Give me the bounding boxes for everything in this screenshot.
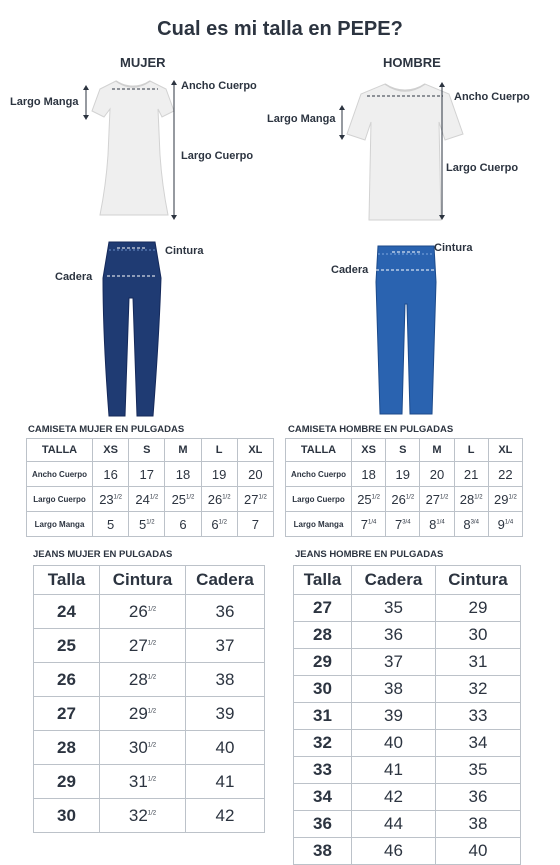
row-label: Largo Cuerpo (286, 487, 352, 512)
cell-value: 7 (251, 516, 259, 532)
camiseta-hombre-title: CAMISETA HOMBRE EN PULGADAS (288, 424, 454, 435)
column-header: TALLA (27, 439, 93, 462)
cell-value: 29 (468, 598, 488, 617)
column-header: Cintura (100, 566, 186, 595)
table-cell (100, 629, 186, 663)
cell-value: 30 (313, 679, 332, 698)
table-header-row (34, 566, 265, 595)
cell-value: 38 (215, 669, 235, 689)
table-row (34, 629, 265, 663)
column-header: Cadera (352, 566, 436, 595)
mujer-largo-manga-label: Largo Manga (10, 96, 79, 108)
cell-fraction: 1/2 (113, 494, 122, 501)
table-row (294, 784, 521, 811)
cell-value: 30 (468, 625, 488, 644)
table-cell (129, 487, 165, 512)
cell-value: 30 (128, 737, 148, 757)
column-header: XS (352, 439, 386, 462)
mujer-cadera-label: Cadera (55, 271, 93, 283)
size-cell (294, 622, 352, 649)
table-cell (100, 595, 186, 629)
table-cell (186, 765, 265, 799)
table-cell (352, 730, 436, 757)
size-cell (34, 697, 100, 731)
cell-value: 32 (313, 733, 332, 752)
cell-value: 34 (468, 733, 488, 752)
cell-value: 36 (215, 601, 235, 621)
table-row (294, 811, 521, 838)
women-sleeve-arrow (82, 85, 90, 120)
table-cell (186, 731, 265, 765)
table-cell (165, 512, 201, 537)
table-cell (100, 663, 186, 697)
column-header: L (454, 439, 488, 462)
cell-value: 33 (313, 760, 332, 779)
table-cell (352, 595, 436, 622)
mujer-ancho-cuerpo-label: Ancho Cuerpo (181, 80, 257, 92)
cell-value: 37 (384, 652, 403, 671)
cell-value: 36 (468, 787, 488, 806)
size-cell (294, 676, 352, 703)
table-cell (237, 512, 273, 537)
size-cell (294, 757, 352, 784)
cell-value: 44 (384, 814, 403, 833)
table-cell (93, 462, 129, 487)
cell-value: 40 (215, 737, 235, 757)
cell-fraction: 3/4 (402, 519, 411, 526)
table-cell (201, 462, 237, 487)
table-row (294, 757, 521, 784)
size-cell (34, 765, 100, 799)
table-cell (237, 462, 273, 487)
cell-value: 29 (493, 491, 509, 507)
women-jeans-image (95, 238, 170, 420)
women-tshirt-image (88, 75, 178, 220)
cell-value: 26 (128, 601, 148, 621)
size-cell (294, 595, 352, 622)
cell-value: 31 (468, 652, 488, 671)
table-cell (165, 487, 201, 512)
page-title: Cual es mi talla en PEPE? (157, 18, 403, 40)
cell-value: 27 (57, 703, 76, 723)
table-cell (352, 703, 436, 730)
cell-value: 32 (128, 805, 148, 825)
row-label: Largo Manga (286, 512, 352, 537)
table-cell (352, 487, 386, 512)
table-row (294, 703, 521, 730)
cell-value: 46 (384, 841, 403, 860)
column-header: Cintura (436, 566, 521, 595)
table-cell (100, 799, 186, 833)
column-header: Talla (34, 566, 100, 595)
cell-fraction: 1/2 (508, 494, 517, 501)
table-cell (165, 462, 201, 487)
cell-value: 23 (99, 491, 114, 507)
column-header: S (386, 439, 420, 462)
table-row (34, 697, 265, 731)
cell-value: 5 (138, 516, 147, 532)
table-row (34, 799, 265, 833)
table-cell (436, 757, 521, 784)
table-cell (436, 811, 521, 838)
cell-value: 27 (313, 598, 332, 617)
men-tshirt-image (345, 78, 465, 228)
table-row (294, 622, 521, 649)
cell-fraction: 1/2 (218, 519, 227, 526)
table-header-row (294, 566, 521, 595)
cell-value: 18 (361, 466, 376, 482)
table-cell (436, 649, 521, 676)
cell-value: 31 (128, 771, 148, 791)
cell-value: 7 (394, 516, 403, 532)
row-label: Largo Manga (27, 512, 93, 537)
cell-fraction: 1/4 (436, 519, 445, 526)
size-cell (34, 629, 100, 663)
table-row (27, 462, 274, 487)
cell-value: 17 (139, 466, 155, 482)
table-cell (93, 487, 129, 512)
cell-value: 28 (313, 625, 332, 644)
cell-value: 5 (106, 516, 115, 532)
camiseta-hombre-table (285, 438, 523, 537)
cell-value: 40 (468, 841, 488, 860)
cell-value: 25 (171, 491, 187, 507)
cell-fraction: 1/2 (147, 809, 157, 816)
cell-value: 7 (360, 516, 369, 532)
size-cell (294, 649, 352, 676)
camiseta-mujer-table (26, 438, 274, 537)
mujer-heading: MUJER (120, 55, 166, 70)
cell-fraction: 1/2 (146, 519, 155, 526)
cell-value: 42 (215, 805, 235, 825)
men-sleeve-arrow (338, 105, 346, 140)
hombre-largo-cuerpo-label: Largo Cuerpo (446, 162, 519, 174)
cell-value: 8 (429, 516, 437, 532)
table-cell (186, 629, 265, 663)
hombre-cintura-label: Cintura (434, 242, 473, 254)
table-cell (352, 649, 436, 676)
cell-value: 21 (463, 466, 479, 482)
table-cell (352, 622, 436, 649)
jeans-hombre-title: JEANS HOMBRE EN PULGADAS (295, 549, 444, 560)
column-header: XL (488, 439, 522, 462)
cell-value: 28 (128, 669, 148, 689)
table-cell (352, 512, 386, 537)
jeans-mujer-title: JEANS MUJER EN PULGADAS (33, 549, 173, 560)
cell-value: 25 (357, 491, 372, 507)
table-cell (386, 512, 420, 537)
cell-value: 42 (384, 787, 403, 806)
column-header: XS (93, 439, 129, 462)
table-cell (436, 784, 521, 811)
cell-value: 36 (384, 625, 403, 644)
table-cell (454, 487, 488, 512)
hombre-cadera-label: Cadera (331, 264, 369, 276)
size-cell (294, 703, 352, 730)
table-cell (488, 487, 522, 512)
table-cell (436, 703, 521, 730)
cell-value: 20 (429, 466, 445, 482)
cell-fraction: 1/2 (405, 494, 415, 501)
table-cell (100, 697, 186, 731)
cell-value: 28 (459, 491, 475, 507)
table-cell (201, 487, 237, 512)
table-cell (186, 799, 265, 833)
column-header: XL (237, 439, 273, 462)
cell-value: 34 (313, 787, 332, 806)
cell-value: 35 (384, 598, 403, 617)
table-cell (386, 462, 420, 487)
hombre-heading: HOMBRE (383, 55, 441, 70)
table-cell (237, 487, 273, 512)
table-cell (201, 512, 237, 537)
table-cell (436, 838, 521, 865)
cell-value: 20 (248, 466, 263, 482)
cell-value: 41 (215, 771, 235, 791)
cell-value: 32 (468, 679, 488, 698)
cell-value: 28 (57, 737, 76, 757)
table-cell (129, 512, 165, 537)
table-row (294, 730, 521, 757)
table-cell (488, 512, 522, 537)
column-header: Talla (294, 566, 352, 595)
cell-value: 6 (211, 516, 219, 532)
table-cell (186, 697, 265, 731)
size-cell (34, 799, 100, 833)
cell-value: 26 (391, 491, 406, 507)
table-row (27, 487, 274, 512)
table-cell (352, 676, 436, 703)
cell-value: 6 (179, 516, 187, 532)
cell-value: 40 (384, 733, 403, 752)
cell-value: 19 (211, 466, 227, 482)
table-cell (93, 512, 129, 537)
cell-value: 30 (57, 805, 76, 825)
jeans-hombre-table (293, 565, 521, 865)
table-row (294, 649, 521, 676)
table-cell (436, 730, 521, 757)
row-label: Ancho Cuerpo (286, 462, 352, 487)
size-cell (294, 730, 352, 757)
column-header: Cadera (186, 566, 265, 595)
cell-fraction: 1/2 (147, 673, 157, 680)
cell-value: 38 (384, 679, 403, 698)
cell-value: 29 (313, 652, 332, 671)
cell-fraction: 1/2 (149, 494, 159, 501)
cell-value: 37 (215, 635, 235, 655)
table-cell (454, 512, 488, 537)
table-cell (352, 811, 436, 838)
table-row (34, 595, 265, 629)
table-row (27, 512, 274, 537)
size-cell (34, 663, 100, 697)
table-header-row (286, 439, 523, 462)
cell-value: 18 (175, 466, 191, 482)
size-cell (34, 731, 100, 765)
row-label: Largo Cuerpo (27, 487, 93, 512)
table-cell (352, 757, 436, 784)
table-cell (386, 487, 420, 512)
cell-fraction: 1/2 (147, 639, 157, 646)
cell-value: 35 (468, 760, 488, 779)
cell-value: 39 (384, 706, 403, 725)
row-label: Ancho Cuerpo (27, 462, 93, 487)
jeans-mujer-table (33, 565, 265, 833)
size-cell (34, 595, 100, 629)
table-cell (436, 622, 521, 649)
cell-value: 29 (57, 771, 76, 791)
cell-value: 27 (243, 491, 259, 507)
table-cell (454, 462, 488, 487)
cell-fraction: 3/4 (470, 519, 479, 526)
table-cell (352, 462, 386, 487)
cell-value: 36 (313, 814, 332, 833)
cell-value: 27 (128, 635, 148, 655)
cell-value: 19 (395, 466, 411, 482)
table-row (294, 595, 521, 622)
cell-value: 26 (57, 669, 76, 689)
table-row (294, 838, 521, 865)
table-cell (352, 784, 436, 811)
cell-fraction: 1/2 (222, 494, 231, 501)
cell-value: 9 (497, 516, 505, 532)
cell-value: 41 (384, 760, 403, 779)
table-cell (420, 512, 454, 537)
cell-value: 16 (103, 466, 118, 482)
cell-fraction: 1/2 (258, 494, 267, 501)
size-cell (294, 811, 352, 838)
cell-value: 38 (468, 814, 488, 833)
camiseta-mujer-title: CAMISETA MUJER EN PULGADAS (28, 424, 185, 435)
men-body-arrow (438, 82, 446, 220)
cell-value: 39 (215, 703, 235, 723)
cell-fraction: 1/2 (147, 775, 157, 782)
table-row (294, 676, 521, 703)
cell-value: 38 (313, 841, 332, 860)
cell-value: 8 (463, 516, 471, 532)
table-row (34, 765, 265, 799)
cell-value: 31 (313, 706, 332, 725)
column-header: TALLA (286, 439, 352, 462)
table-row (286, 512, 523, 537)
table-row (286, 487, 523, 512)
cell-fraction: 1/2 (186, 494, 195, 501)
cell-fraction: 1/2 (474, 494, 483, 501)
cell-fraction: 1/4 (504, 519, 514, 526)
table-cell (186, 663, 265, 697)
size-cell (294, 784, 352, 811)
mujer-largo-cuerpo-label: Largo Cuerpo (181, 150, 254, 162)
table-cell (420, 462, 454, 487)
mujer-cintura-label: Cintura (165, 245, 204, 257)
cell-value: 26 (207, 491, 223, 507)
cell-value: 25 (57, 635, 76, 655)
table-cell (352, 838, 436, 865)
table-cell (186, 595, 265, 629)
table-cell (129, 462, 165, 487)
cell-value: 27 (425, 491, 441, 507)
cell-fraction: 1/2 (147, 741, 157, 748)
hombre-ancho-cuerpo-label: Ancho Cuerpo (454, 91, 530, 103)
column-header: M (420, 439, 454, 462)
column-header: M (165, 439, 201, 462)
cell-value: 24 (135, 491, 150, 507)
table-cell (436, 595, 521, 622)
column-header: S (129, 439, 165, 462)
cell-fraction: 1/2 (147, 707, 157, 714)
table-header-row (27, 439, 274, 462)
cell-fraction: 1/2 (147, 605, 157, 612)
column-header: L (201, 439, 237, 462)
table-row (34, 731, 265, 765)
cell-fraction: 1/2 (440, 494, 449, 501)
table-cell (488, 462, 522, 487)
size-cell (294, 838, 352, 865)
table-cell (100, 731, 186, 765)
hombre-largo-manga-label: Largo Manga (267, 113, 336, 125)
cell-value: 29 (128, 703, 148, 723)
cell-value: 33 (468, 706, 488, 725)
cell-fraction: 1/2 (371, 494, 380, 501)
table-cell (436, 676, 521, 703)
table-row (34, 663, 265, 697)
women-body-arrow (170, 80, 178, 220)
table-row (286, 462, 523, 487)
cell-value: 22 (498, 466, 513, 482)
cell-fraction: 1/4 (368, 519, 377, 526)
table-cell (420, 487, 454, 512)
table-cell (100, 765, 186, 799)
men-jeans-image (372, 242, 440, 418)
cell-value: 24 (57, 601, 76, 621)
